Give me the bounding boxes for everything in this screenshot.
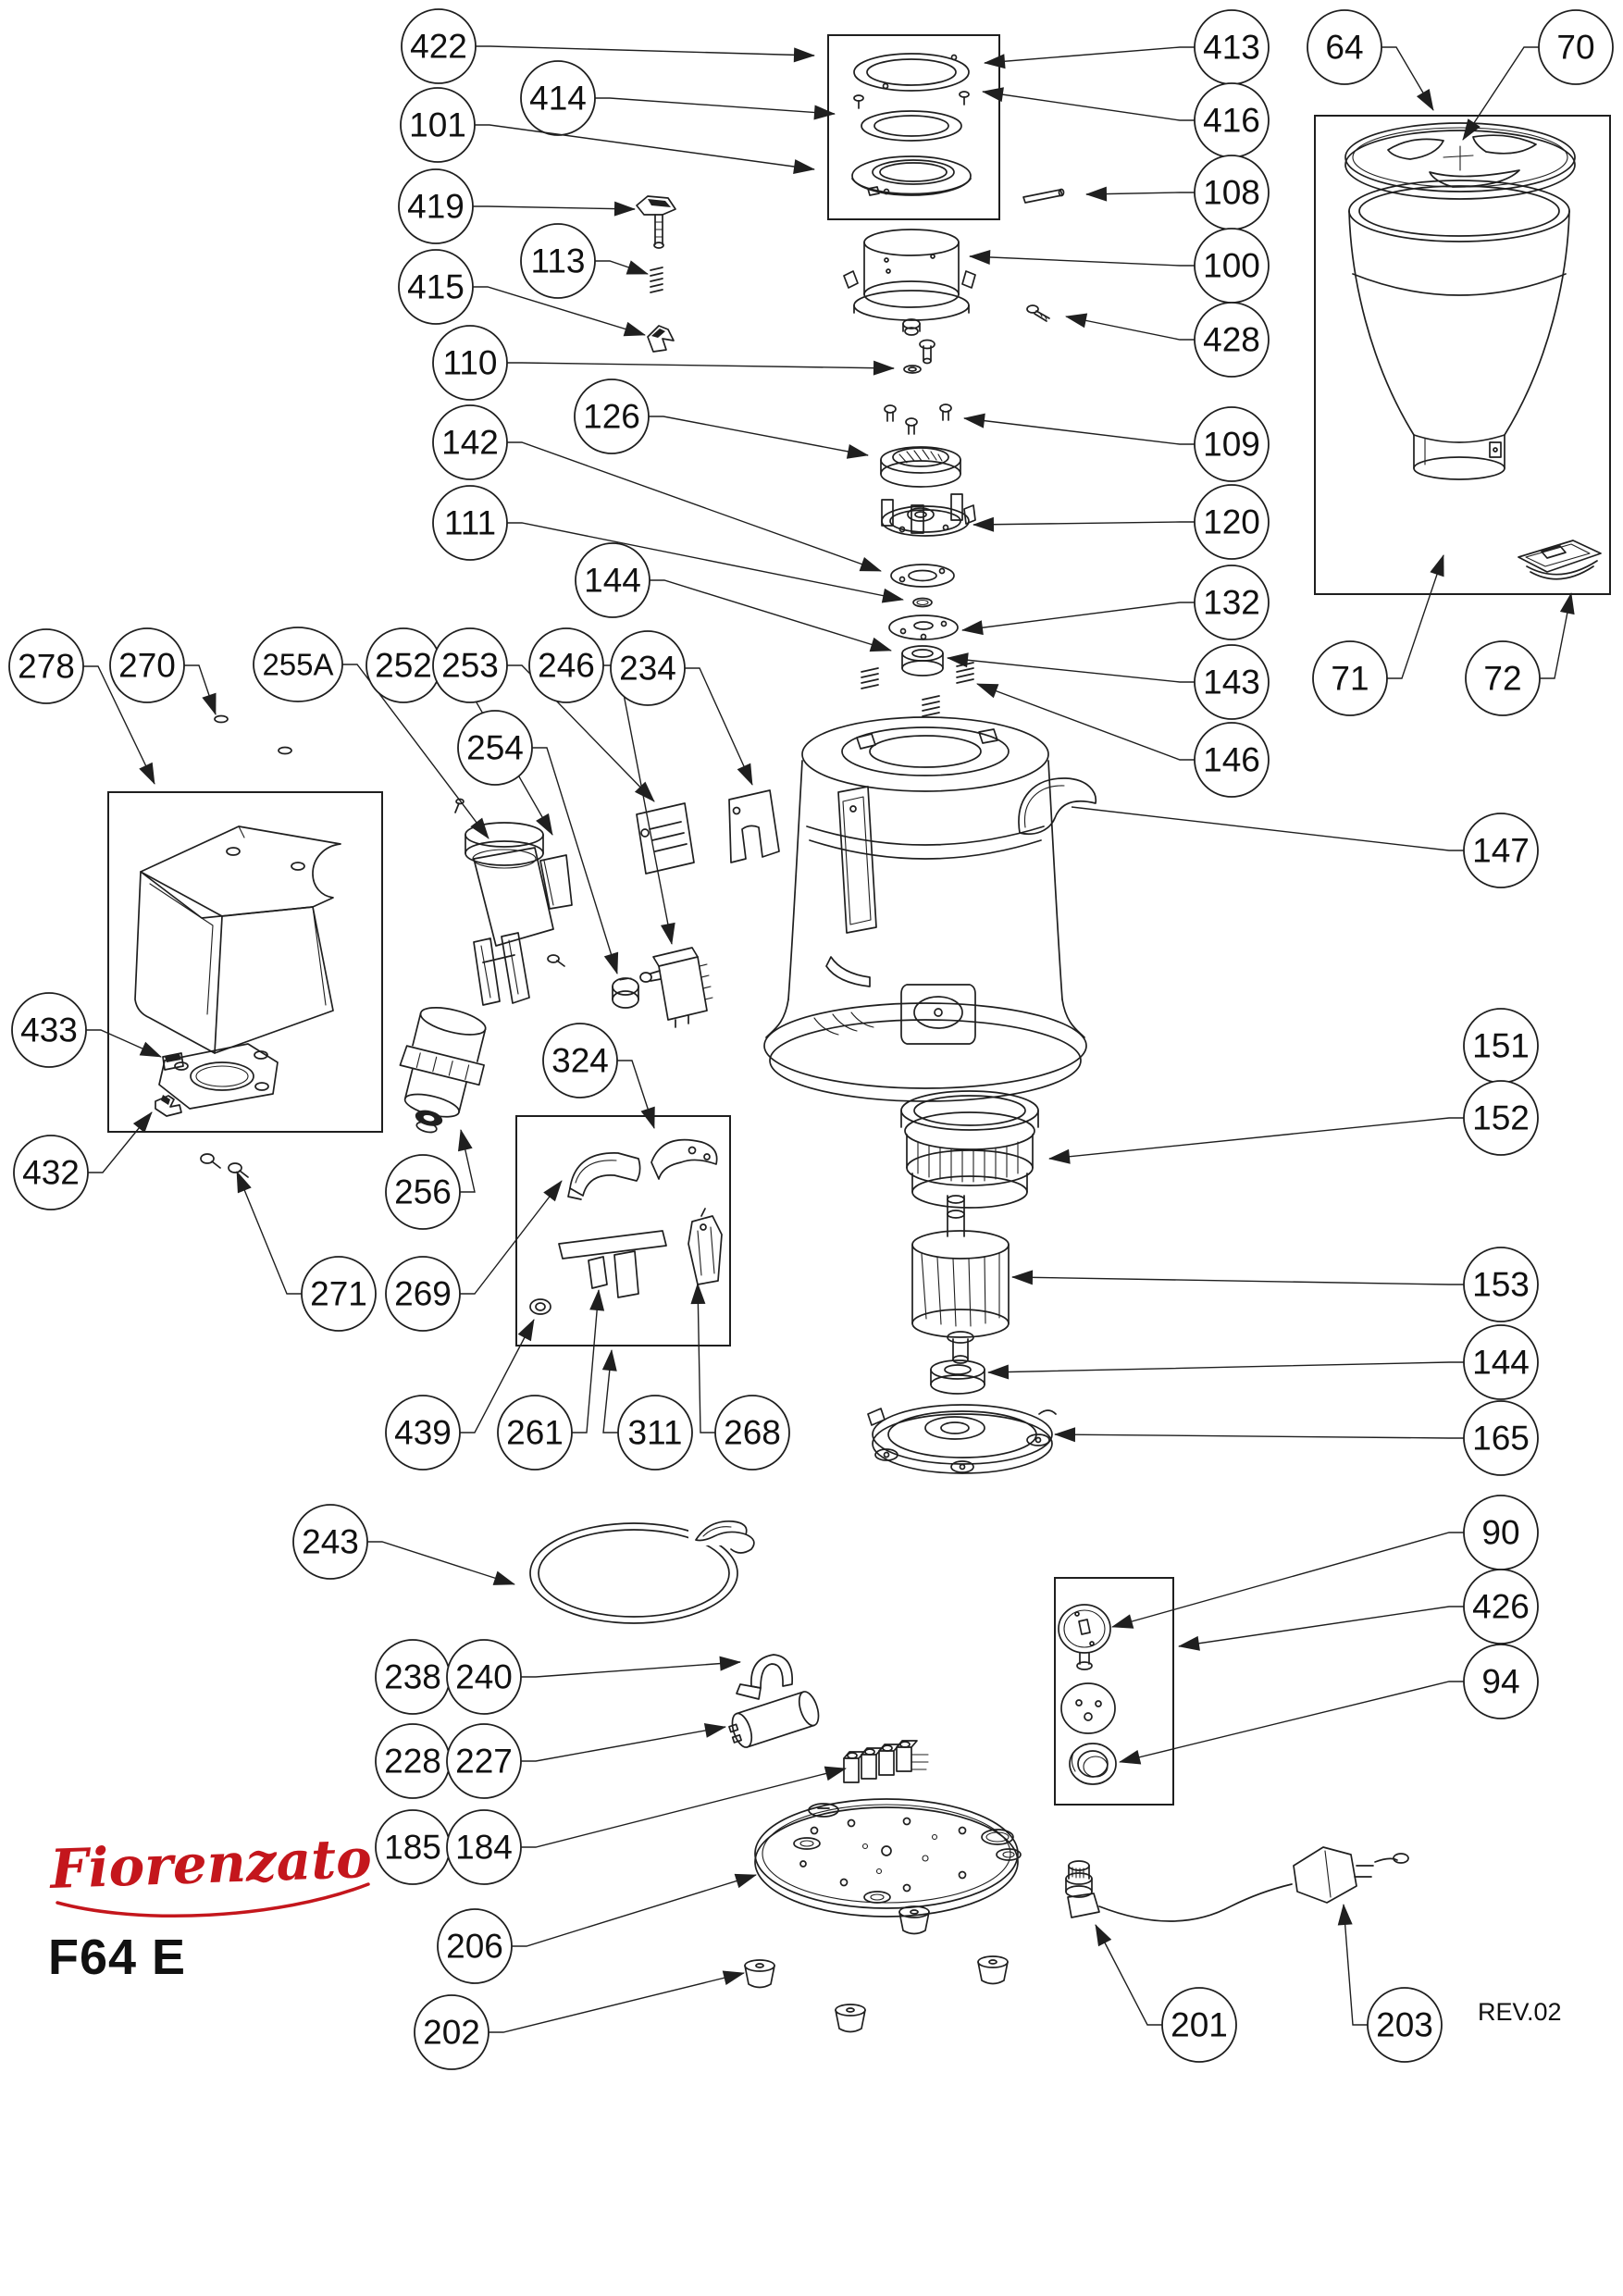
- callout-202: [415, 1973, 744, 2069]
- callout-label-142: 142: [441, 423, 499, 462]
- leader-234: [685, 668, 752, 785]
- callout-152: [1049, 1081, 1538, 1159]
- callout-label-132: 132: [1203, 583, 1260, 622]
- leader-419: [473, 206, 635, 209]
- leader-269: [460, 1181, 562, 1294]
- leader-153: [1012, 1277, 1464, 1285]
- callout-153: [1012, 1247, 1538, 1322]
- part-u-cover: [729, 790, 779, 863]
- leader-147: [1072, 807, 1464, 850]
- callout-268: [698, 1284, 789, 1470]
- callout-419: [399, 169, 635, 243]
- part-rotor: [912, 1196, 1009, 1394]
- leader-206: [512, 1875, 756, 1946]
- callout-label-185: 185: [384, 1828, 441, 1867]
- leader-152: [1049, 1118, 1464, 1159]
- callout-label-144: 144: [584, 561, 641, 600]
- callout-label-100: 100: [1203, 246, 1260, 285]
- part-adjuster-lever: [637, 196, 675, 352]
- leader-100: [970, 256, 1195, 266]
- callout-432: [14, 1112, 152, 1210]
- callout-110: [433, 326, 894, 400]
- leader-246: [603, 665, 672, 944]
- part-switch-panel: [1059, 1605, 1116, 1784]
- leader-184: [521, 1769, 846, 1847]
- leader-146: [977, 684, 1195, 760]
- callout-206: [438, 1875, 756, 1983]
- callout-label-240: 240: [455, 1657, 513, 1696]
- callout-label-64: 64: [1325, 28, 1364, 67]
- leader-433: [86, 1030, 161, 1057]
- callout-label-254: 254: [466, 728, 524, 767]
- callout-label-426: 426: [1472, 1587, 1530, 1626]
- leader-143: [948, 658, 1195, 682]
- leader-110: [507, 363, 894, 368]
- leader-201: [1096, 1925, 1162, 2025]
- callout-label-71: 71: [1331, 659, 1369, 698]
- part-hopper-lock-hook: [1019, 778, 1096, 834]
- callout-label-201: 201: [1171, 2005, 1228, 2044]
- callout-label-311: 311: [627, 1413, 683, 1452]
- callout-label-243: 243: [302, 1522, 359, 1561]
- part-hopper-slide: [1518, 540, 1601, 579]
- callout-label-433: 433: [20, 1011, 78, 1049]
- callout-label-110: 110: [442, 343, 498, 382]
- callout-label-256: 256: [394, 1173, 452, 1211]
- part-burr-stack: [861, 447, 975, 716]
- brand-logo: Fiorenzato: [49, 1826, 373, 1901]
- callout-422: [402, 9, 814, 83]
- callout-64: [1307, 10, 1433, 110]
- callout-label-144: 144: [1472, 1343, 1530, 1382]
- callout-72: [1466, 593, 1571, 715]
- callout-271: [237, 1172, 376, 1331]
- part-knob: [613, 978, 638, 1008]
- callout-228: [376, 1724, 450, 1798]
- callout-label-413: 413: [1203, 28, 1260, 67]
- part-adjusting-collar: [901, 1091, 1038, 1208]
- callout-label-101: 101: [409, 105, 466, 144]
- callout-label-94: 94: [1481, 1662, 1520, 1701]
- leader-261: [572, 1290, 599, 1433]
- part-small-fasteners-top: [885, 190, 1064, 435]
- callout-243: [293, 1505, 514, 1584]
- callout-label-428: 428: [1203, 320, 1260, 359]
- part-spares-set: [530, 1140, 722, 1314]
- callout-261: [498, 1290, 599, 1470]
- callout-324: [543, 1024, 654, 1128]
- callout-413: [985, 10, 1269, 84]
- callout-label-324: 324: [551, 1041, 609, 1080]
- part-motor-flange: [868, 1405, 1056, 1473]
- leader-126: [649, 416, 868, 455]
- part-power-plug: [1294, 1847, 1408, 1903]
- model-title: F64 E: [48, 1930, 187, 1985]
- callout-143: [948, 645, 1269, 719]
- callout-label-113: 113: [530, 242, 586, 280]
- callout-label-165: 165: [1472, 1419, 1530, 1458]
- leader-270: [184, 665, 216, 714]
- part-chute-tube: [386, 1000, 495, 1141]
- callout-label-278: 278: [18, 647, 75, 686]
- callout-433: [12, 993, 161, 1067]
- callout-label-415: 415: [407, 267, 465, 306]
- callout-428: [1066, 303, 1269, 377]
- leader-165: [1055, 1434, 1464, 1438]
- callout-256: [386, 1130, 475, 1229]
- part-cable-clip: [737, 1655, 792, 1699]
- callout-142: [433, 405, 881, 571]
- part-hopper-lid: [1345, 123, 1575, 199]
- leader-413: [985, 47, 1195, 63]
- part-display-cowl: [135, 826, 341, 1053]
- callout-111: [433, 486, 903, 600]
- callout-426: [1179, 1570, 1538, 1646]
- leader-432: [88, 1112, 152, 1173]
- part-display-clip: [155, 1095, 181, 1116]
- leader-311: [603, 1350, 618, 1433]
- leader-324: [617, 1061, 654, 1128]
- part-cable-gland: [1066, 1861, 1292, 1921]
- callout-label-439: 439: [394, 1413, 452, 1452]
- callout-144: [988, 1325, 1538, 1399]
- callout-label-228: 228: [384, 1742, 441, 1781]
- callout-label-109: 109: [1203, 425, 1260, 464]
- part-wire-ring: [530, 1516, 754, 1623]
- leader-120: [973, 522, 1195, 525]
- leader-256: [460, 1130, 475, 1192]
- leader-113: [595, 261, 648, 274]
- callout-label-271: 271: [310, 1274, 367, 1313]
- leader-94: [1120, 1682, 1464, 1762]
- part-terminal-block: [844, 1741, 928, 1782]
- callout-label-202: 202: [423, 2013, 480, 2052]
- callout-label-261: 261: [506, 1413, 564, 1452]
- leader-108: [1086, 192, 1195, 194]
- part-display-gasket: [159, 1044, 278, 1109]
- callout-147: [1072, 807, 1538, 887]
- leader-240: [521, 1662, 740, 1677]
- leader-64: [1381, 47, 1433, 110]
- callout-label-414: 414: [529, 79, 587, 118]
- leader-268: [698, 1284, 715, 1433]
- part-base-plate: [755, 1799, 1021, 1917]
- callout-label-153: 153: [1472, 1265, 1530, 1304]
- callout-165: [1055, 1401, 1538, 1475]
- callout-label-238: 238: [384, 1657, 441, 1696]
- leader-243: [367, 1542, 514, 1584]
- leader-72: [1540, 593, 1571, 678]
- callout-240: [447, 1640, 740, 1714]
- part-vent-plate: [637, 803, 694, 874]
- revision-label: REV.02: [1478, 1998, 1562, 2026]
- branding: [47, 1827, 1561, 2026]
- callout-label-270: 270: [118, 646, 176, 685]
- callout-label-227: 227: [455, 1742, 513, 1781]
- callout-label-151: 151: [1472, 1026, 1530, 1065]
- callout-label-268: 268: [724, 1413, 781, 1452]
- callout-120: [973, 485, 1269, 559]
- leader-144: [650, 580, 891, 651]
- callout-270: [110, 628, 216, 714]
- part-grind-chamber: [844, 230, 975, 373]
- callout-185: [376, 1810, 450, 1884]
- leader-414: [595, 98, 835, 114]
- leader-132: [962, 602, 1195, 630]
- callout-71: [1313, 555, 1443, 715]
- callout-label-416: 416: [1203, 101, 1260, 140]
- callout-94: [1120, 1644, 1538, 1762]
- callout-414: [521, 61, 835, 135]
- callout-label-147: 147: [1472, 831, 1530, 870]
- callout-label-203: 203: [1376, 2005, 1433, 2044]
- callout-label-252: 252: [375, 646, 432, 685]
- leader-142: [507, 442, 881, 571]
- part-capacitor: [726, 1689, 823, 1750]
- callout-label-143: 143: [1203, 663, 1260, 701]
- callout-109: [964, 407, 1269, 481]
- part-cowl-screws: [201, 716, 291, 1178]
- callout-label-111: 111: [443, 503, 497, 542]
- callout-label-184: 184: [455, 1828, 513, 1867]
- callout-label-234: 234: [619, 649, 676, 688]
- leader-426: [1179, 1607, 1464, 1646]
- leader-254: [532, 748, 617, 974]
- callout-101: [401, 88, 814, 169]
- callout-label-90: 90: [1481, 1513, 1520, 1552]
- callout-311: [603, 1350, 692, 1470]
- callout-label-120: 120: [1203, 503, 1260, 541]
- burr-holder-rings-box: [828, 35, 999, 219]
- leader-271: [237, 1172, 302, 1294]
- leader-422: [476, 46, 814, 56]
- callout-113: [521, 224, 648, 298]
- callout-108: [1086, 155, 1269, 230]
- callout-132: [962, 565, 1269, 639]
- callout-234: [611, 631, 752, 785]
- part-burr-holder-rings: [852, 54, 971, 195]
- callout-238: [376, 1640, 450, 1714]
- callout-label-432: 432: [22, 1153, 80, 1192]
- callout-label-269: 269: [394, 1274, 452, 1313]
- callout-label-72: 72: [1483, 659, 1522, 698]
- callout-416: [983, 83, 1269, 157]
- callout-201: [1096, 1925, 1236, 2062]
- leader-101: [475, 125, 814, 169]
- leader-416: [983, 92, 1195, 120]
- callout-label-70: 70: [1556, 28, 1595, 67]
- leader-144: [988, 1362, 1464, 1372]
- callout-203: [1344, 1905, 1442, 2062]
- leader-428: [1066, 316, 1195, 340]
- callout-100: [970, 229, 1269, 303]
- leader-203: [1344, 1905, 1368, 2025]
- callout-label-255A: 255A: [262, 647, 334, 682]
- callout-label-422: 422: [410, 27, 467, 66]
- callout-227: [447, 1724, 725, 1798]
- part-rubber-feet: [745, 1906, 1008, 2032]
- leader-109: [964, 418, 1195, 444]
- callout-label-253: 253: [441, 646, 499, 685]
- callout-label-126: 126: [583, 397, 640, 436]
- callout-144: [576, 543, 891, 651]
- leader-202: [489, 1973, 744, 2032]
- callout-70: [1463, 10, 1613, 140]
- callout-label-152: 152: [1472, 1098, 1530, 1137]
- callout-label-419: 419: [407, 187, 465, 226]
- part-spout-assembly: [455, 800, 572, 1006]
- leader-71: [1387, 555, 1443, 678]
- part-hopper-bowl: [1349, 180, 1569, 479]
- leader-227: [521, 1727, 725, 1761]
- callout-126: [575, 379, 868, 455]
- callout-label-246: 246: [538, 646, 595, 685]
- callout-label-108: 108: [1203, 173, 1260, 212]
- leader-111: [507, 523, 903, 600]
- callout-label-206: 206: [446, 1927, 503, 1966]
- part-grinder-body: [764, 717, 1086, 1101]
- part-micro-switch: [640, 948, 712, 1027]
- callout-label-146: 146: [1203, 740, 1260, 779]
- callout-151: [1464, 1009, 1538, 1083]
